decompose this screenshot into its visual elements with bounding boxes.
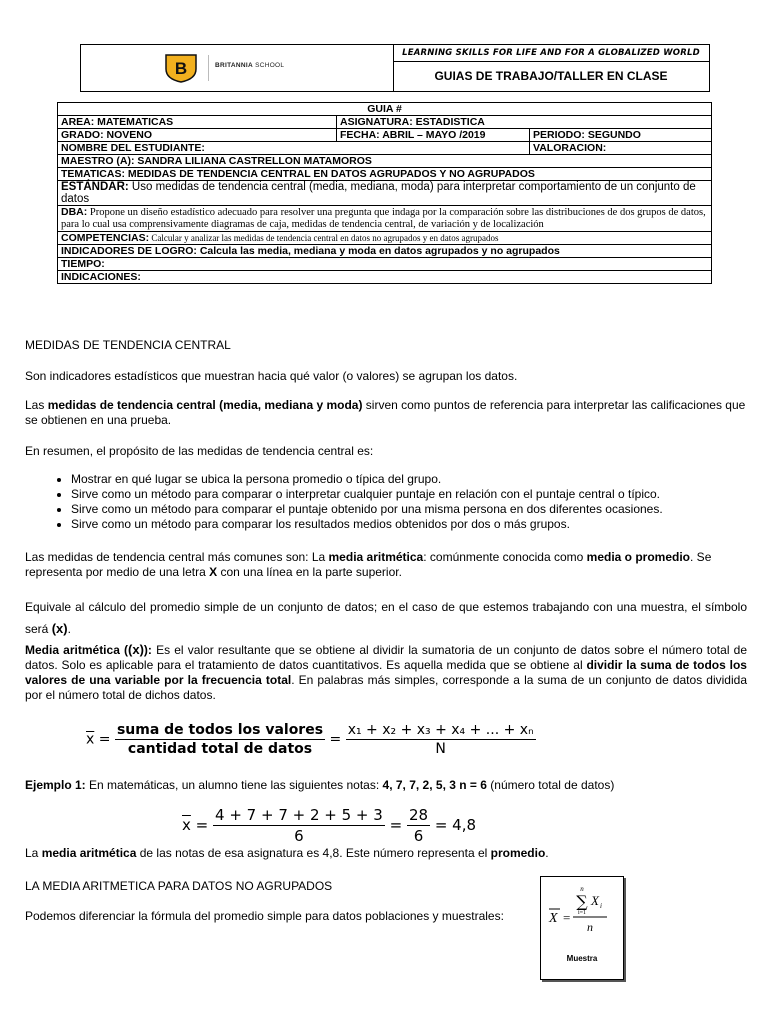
indicadores-cell: INDICADORES DE LOGRO: Calcula las media, mediana y moda en datos agrupados y no agrupados: [58, 245, 712, 258]
header-title: GUIAS DE TRABAJO/TALLER EN CLASE: [434, 69, 668, 83]
sample-mean-formula-icon: [541, 877, 623, 979]
periodo-cell: PERIODO: SEGUNDO: [530, 129, 712, 142]
p2-bold: medidas de tendencia central (media, mediana y moda): [47, 398, 363, 412]
box-equals: =: [563, 910, 571, 925]
estandar-text: Uso medidas de tendencia central (media, mediana, moda) para interpretar comportamiento de un conjunto de datos: [61, 181, 696, 205]
example-fraction: [213, 806, 385, 845]
p7-e: .: [545, 846, 549, 860]
competencias-text: Calcular y analizar las medidas de tendencia central en datos no agrupados y en datos agrupados: [149, 233, 499, 243]
paragraph-media-def: [25, 642, 747, 703]
school-name-bold: BRITANNIA: [215, 62, 253, 69]
equals-sign: =: [389, 816, 403, 834]
competencias-label: COMPETENCIAS:: [61, 232, 150, 244]
formula-lhs: $\overline{x}$: [86, 731, 95, 748]
grado-cell: GRADO: NOVENO: [58, 129, 337, 142]
p7-a: La: [25, 846, 42, 860]
example-result: = 4,8: [434, 816, 477, 834]
formula-fraction-symbols: [346, 722, 536, 757]
example-formula: [182, 806, 476, 845]
paragraph-media-comun: [25, 550, 747, 580]
mean-formula: [86, 722, 536, 757]
heading-medidas: MEDIDAS DE TENDENCIA CENTRAL: [25, 338, 231, 352]
school-shield-icon: [164, 53, 198, 83]
p4-d: media o promedio: [586, 550, 691, 564]
box-sum-top: n: [580, 885, 584, 893]
formula-numerator: suma de todos los valores: [116, 722, 324, 738]
fecha-cell: FECHA: ABRIL – MAYO /2019: [337, 129, 530, 142]
purpose-list: [25, 472, 768, 532]
p4-f: X: [209, 565, 218, 579]
equals-sign: =: [98, 731, 111, 748]
tiempo-cell: TIEMPO:: [58, 258, 712, 271]
ej1-d: (número total de datos): [486, 778, 615, 792]
school-name-light: SCHOOL: [252, 62, 285, 69]
logo-divider: [208, 55, 209, 81]
guia-table: [57, 102, 712, 284]
paragraph-medidas: [25, 398, 747, 428]
p4-g: con una línea en la parte superior.: [217, 565, 402, 579]
box-caption: Muestra: [566, 954, 598, 963]
indicaciones-cell: INDICACIONES:: [58, 271, 712, 284]
formula-denominator: cantidad total de datos: [127, 741, 313, 757]
list-item: • Sirve como un método para comparar el puntaje obtenido por una misma persona en dos diferentes ocasiones.: [71, 502, 768, 517]
p6-a: Media aritmética (: [25, 643, 129, 657]
p6-e: . En palabras más simples, corresponde a la suma de un conjunto de datos dividida por el número total de dichos datos.: [25, 673, 747, 702]
paragraph-indicadores: Son indicadores estadísticos que muestran hacia qué valor (o valores) se agrupan los datos.: [25, 369, 518, 383]
reduced-numerator: 28: [408, 806, 429, 824]
p6-c: Es el valor resultante que se obtiene al dividir la sumatoria de un conjunto de datos sobre el número total de datos. Solo es aplicable para el tratamiento de datos cuantitativos. Es aquella medida que se obtiene al: [25, 643, 747, 672]
area-cell: AREA: MATEMATICAS: [58, 116, 337, 129]
box-den: n: [587, 920, 593, 934]
p7-c: de las notas de esa asignatura es 4,8. Este número representa el: [136, 846, 491, 860]
guia-title: GUIA #: [58, 103, 712, 116]
example-numerator: 4 + 7 + 7 + 2 + 5 + 3: [215, 806, 383, 824]
estandar-label: ESTÁNDAR:: [61, 181, 129, 193]
p7-b: media aritmética: [41, 846, 137, 860]
valoracion-cell: VALORACION:: [530, 142, 712, 155]
box-xi: X: [591, 893, 599, 908]
p4-e: . Se representa por medio de una letra: [25, 550, 712, 579]
school-name: [215, 62, 284, 69]
x-bar-symbol: (x): [128, 642, 144, 657]
formula-rhs-denominator: N: [435, 741, 446, 757]
p4-c: : comúnmente conocida como: [423, 550, 587, 564]
sample-mean-figure: [540, 876, 624, 980]
reduced-denominator: 6: [413, 827, 424, 845]
ej1-b: En matemáticas, un alumno tiene las siguientes notas:: [85, 778, 383, 792]
p5-b: .: [67, 622, 71, 636]
p4-a: Las medidas de tendencia central más comunes son: La: [25, 550, 329, 564]
box-lhs: X: [549, 911, 558, 926]
estandar-cell: [58, 181, 712, 206]
equals-sign: =: [329, 731, 342, 748]
list-item: • Sirve como un método para comparar o interpretar cualquier puntaje en relación con el puntaje central o típico.: [71, 487, 768, 502]
motto: LEARNING SKILLS FOR LIFE AND FOR A GLOBALIZED WORLD: [393, 45, 709, 62]
logo-cell: [81, 45, 394, 91]
ej1-c: 4, 7, 7, 2, 5, 3 n = 6: [382, 778, 487, 792]
example-denominator: 6: [294, 827, 304, 845]
p7-d: promedio: [490, 846, 546, 860]
p2-text-c: sirven como puntos de referencia para interpretar las calificaciones que se obtienen en una prueba.: [25, 398, 746, 427]
paragraph-diferenciar: Podemos diferenciar la fórmula del promedio simple para datos poblaciones y muestrales:: [25, 909, 504, 923]
ej1-a: Ejemplo 1:: [25, 778, 86, 792]
competencias-cell: [58, 232, 712, 245]
dba-text: Propone un diseño estadístico adecuado para resolver una pregunta que indaga por la comparación sobre las distribuciones de dos grupos de datos, para lo cual usa comprensivamente diagramas de caja, medidas de tendencia central, de variación y de localización: [61, 207, 706, 230]
paragraph-ejemplo: [25, 778, 747, 793]
document-header: [80, 44, 710, 92]
maestro-cell: MAESTRO (A): SANDRA LILIANA CASTRELLON MATAMOROS: [58, 155, 712, 168]
paragraph-resultado: [25, 846, 747, 861]
box-sum-bottom: i=1: [577, 910, 587, 916]
list-item: • Sirve como un método para comparar los resultados medios obtenidos por dos o más grupos.: [71, 517, 768, 532]
formula-lhs: $\overline{x}$: [182, 816, 191, 834]
p2-text-a: Las: [25, 398, 48, 412]
p4-b: media aritmética: [328, 550, 424, 564]
list-item: • Mostrar en qué lugar se ubica la persona promedio o típica del grupo.: [71, 472, 768, 487]
heading-no-agrupados: LA MEDIA ARITMETICA PARA DATOS NO AGRUPADOS: [25, 879, 333, 893]
asignatura-cell: ASIGNATURA: ESTADISTICA: [337, 116, 712, 129]
tematicas-cell: TEMATICAS: MEDIDAS DE TENDENCIA CENTRAL EN DATOS AGRUPADOS Y NO AGRUPADOS: [58, 168, 712, 181]
formula-rhs-numerator: x₁ + x₂ + x₃ + x₄ + ... + xₙ: [347, 722, 534, 738]
box-xi-sub: i: [600, 902, 602, 910]
equals-sign: =: [195, 816, 209, 834]
p6-d: dividir la suma de todos los valores de una variable por la frecuencia total: [25, 658, 747, 687]
p5-a: Equivale al cálculo del promedio simple de un conjunto de datos; en el caso de que estemos trabajando con una muestra, el símbolo será: [25, 600, 747, 636]
paragraph-proposito: En resumen, el propósito de las medidas de tendencia central es:: [25, 444, 374, 458]
dba-label: DBA:: [61, 206, 88, 218]
x-bar-symbol: (x): [51, 621, 68, 636]
formula-fraction-words: [115, 722, 325, 757]
nombre-cell: NOMBRE DEL ESTUDIANTE:: [58, 142, 530, 155]
logo-letter: B: [174, 59, 188, 78]
example-fraction-reduced: [407, 806, 430, 845]
sigma-icon: ∑: [576, 892, 588, 911]
dba-cell: [58, 206, 712, 232]
p6-b: ):: [143, 643, 152, 657]
paragraph-equivale: [25, 596, 747, 640]
